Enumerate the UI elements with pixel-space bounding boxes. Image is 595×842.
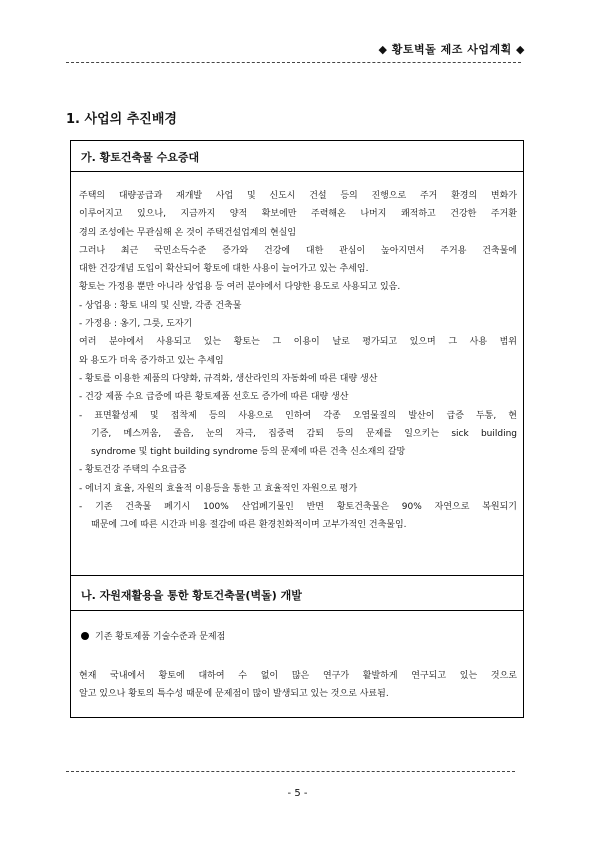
subsection-b-divider	[71, 610, 523, 611]
subsection-a-heading: 가. 황토건축물 수요증대	[81, 151, 200, 164]
list-item-continuation: 때문에 그에 따른 시간과 비용 절감에 따른 환경친화적이며 고부가적인 건축물임.	[91, 520, 407, 531]
subsection-a-divider	[71, 171, 523, 172]
header-divider	[66, 62, 521, 63]
list-item: - 황토건강 주택의 수요급증	[79, 465, 187, 476]
body-line: 경의 조성에는 무관심해 온 것이 주택건설업계의 현실임	[79, 227, 297, 238]
list-item: - 가정용 : 옹기, 그릇, 도자기	[79, 319, 193, 330]
list-item: - 건강 제품 수요 급증에 따른 황토제품 선호도 증가에 따른 대량 생산	[79, 392, 349, 403]
subsection-b-bullet	[81, 629, 225, 642]
subsection-b-top-divider	[71, 575, 523, 576]
body-line: 그러나 최근 국민소득수준 증가와 건강에 대한 관심이 높아지면서 주거용 건축물에	[79, 245, 517, 256]
subsection-b-body	[79, 667, 517, 704]
section-heading: 1. 사업의 추진배경	[66, 112, 177, 127]
list-item: - 기존 건축물 폐기시 100% 산업폐기물인 반면 황토건축물은 90% 자연으로 복원되기	[79, 502, 517, 513]
body-line: 와 용도가 더욱 증가하고 있는 추세임	[79, 355, 224, 366]
list-item-continuation: syndrome 및 tight building syndrome 등의 문제에 따른 건축 신소재의 갈망	[91, 447, 406, 458]
body-line: 대한 건강개념 도입이 확산되어 황토에 대한 사용이 늘어가고 있는 추세임.	[79, 264, 369, 275]
bullet-dot-icon	[81, 632, 89, 640]
list-item: - 황토를 이용한 제품의 다양화, 규격화, 생산라인의 자동화에 따른 대량 생산	[79, 373, 378, 384]
body-line: 주택의 대량공급과 재개발 사업 및 신도시 건설 등의 진행으로 주거 환경의 변화가	[79, 191, 517, 201]
subsection-a-body	[79, 187, 517, 535]
subsection-b-heading: 나. 자원재활용을 통한 황토건축물(벽돌) 개발	[81, 589, 302, 602]
list-item: - 표면활성제 및 접착제 등의 사용으로 인하여 각종 오염물질의 발산이 급증 두통, 현	[79, 410, 517, 421]
list-item-continuation: 기증, 메스꺼움, 졸음, 눈의 자극, 집중력 감퇴 등의 문제를 일으키는 sick building	[91, 428, 517, 439]
body-line: 황토는 가정용 뿐만 아니라 상업용 등 여러 분야에서 다양한 용도로 사용되고 있음.	[79, 282, 401, 293]
list-item: - 상업용 : 황토 내의 및 신발, 각종 건축물	[79, 300, 242, 311]
body-line: 이루어지고 있으나, 지금까지 양적 확보에만 주력해온 나머지 쾌적하고 건강한 주거환	[79, 209, 517, 220]
body-line: 알고 있으나 황토의 특수성 때문에 문제점이 많이 발생되고 있는 것으로 사료됨.	[79, 689, 389, 700]
body-line: 여러 분야에서 사용되고 있는 황토는 그 이용이 날로 평가되고 있으며 그 사용 범위	[79, 337, 517, 348]
body-line: 현재 국내에서 황토에 대하여 수 없이 많은 연구가 활발하게 연구되고 있는 것으로	[79, 671, 517, 681]
content-box	[70, 140, 524, 718]
page-number: - 5 -	[287, 788, 308, 799]
document-header-title: ◆ 황토벽돌 제조 사업계획 ◆	[378, 43, 525, 56]
bullet-label: 기존 황토제품 기술수준과 문제점	[95, 632, 226, 642]
footer-divider	[66, 771, 515, 772]
list-item: - 에너지 효율, 자원의 효율적 이용등을 통한 고 효율적인 자원으로 평가	[79, 483, 358, 494]
